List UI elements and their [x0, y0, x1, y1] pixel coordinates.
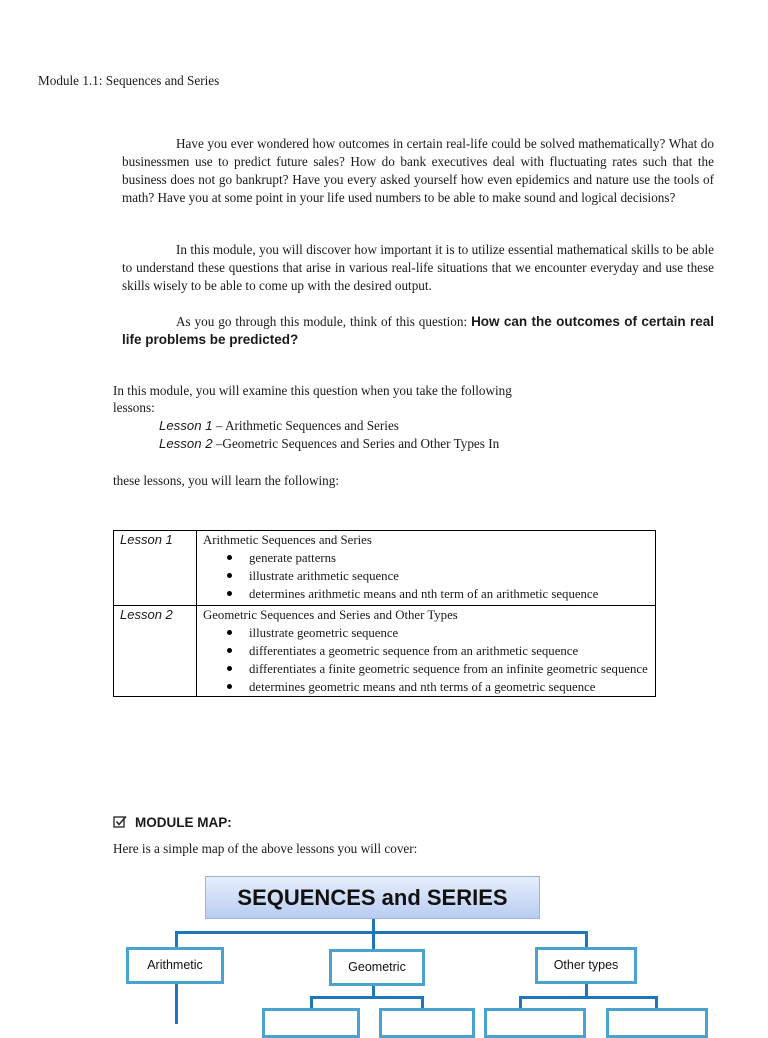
list-item: determines geometric means and nth terms of a geometric sequence	[249, 678, 651, 696]
objective-list	[203, 624, 651, 696]
map-root-node: SEQUENCES and SERIES	[205, 876, 540, 919]
lessons-intro-line3: these lessons, you will learn the following:	[113, 473, 339, 488]
lessons-intro-line1: In this module, you will examine this question when you take the following	[113, 383, 512, 398]
map-subnode	[379, 1008, 475, 1038]
map-subnode	[484, 1008, 586, 1038]
connector-line	[175, 931, 587, 934]
list-item: determines arithmetic means and nth term of an arithmetic sequence	[249, 585, 651, 603]
row-heading: Arithmetic Sequences and Series	[203, 533, 372, 547]
lessons-intro-line2: lessons:	[113, 400, 155, 415]
objective-list	[203, 549, 651, 603]
table-cell-label: Lesson 1	[114, 531, 197, 606]
map-node-arithmetic: Arithmetic	[126, 947, 224, 984]
list-item: differentiates a finite geometric sequence from an infinite geometric sequence	[249, 660, 651, 678]
connector-line	[175, 984, 178, 1024]
intro-paragraph-3	[122, 313, 714, 349]
lessons-table	[113, 530, 656, 697]
module-map-heading: MODULE MAP:	[135, 815, 232, 830]
lesson-1-label: Lesson 1	[159, 418, 213, 433]
map-node-other-types: Other types	[535, 947, 637, 984]
connector-line	[372, 931, 375, 949]
list-item: generate patterns	[249, 549, 651, 567]
intro-paragraph-1: Have you ever wondered how outcomes in certain real-life could be solved mathematically? What do businessmen use to predict future sales? How do bank executives deal with fluctuating rates such that the business does not go bankrupt? Have you every asked yourself how even epidemics and nature use the tools of math? Have you at some point in your life used numbers to be able to make sound and logical decisions?	[122, 136, 714, 205]
guiding-question-lead: As you go through this module, think of this question:	[176, 314, 472, 329]
module-title: Module 1.1: Sequences and Series	[38, 73, 220, 88]
connector-line	[519, 996, 658, 999]
connector-line	[310, 996, 424, 999]
table-cell-content	[197, 606, 656, 697]
map-subnode	[262, 1008, 360, 1038]
row-heading: Geometric Sequences and Series and Other Types	[203, 608, 458, 622]
guiding-question: How can the outcomes of certain real life problems be predicted?	[122, 314, 714, 347]
table-cell-content	[197, 531, 656, 606]
checkbox-check-icon	[113, 815, 127, 829]
module-map-caption: Here is a simple map of the above lessons you will cover:	[113, 841, 418, 856]
lesson-2-title: –Geometric Sequences and Series and Other Types In	[212, 436, 500, 451]
list-item: differentiates a geometric sequence from an arithmetic sequence	[249, 642, 651, 660]
lesson-1-entry	[159, 417, 399, 435]
list-item: illustrate arithmetic sequence	[249, 567, 651, 585]
lesson-2-label: Lesson 2	[159, 436, 213, 451]
table-row	[114, 606, 656, 697]
map-node-geometric: Geometric	[329, 949, 425, 986]
map-subnode	[606, 1008, 708, 1038]
table-cell-label: Lesson 2	[114, 606, 197, 697]
lesson-2-entry	[159, 435, 499, 453]
intro-paragraph-2: In this module, you will discover how important it is to utilize essential mathematical skills to be able to understand these questions that arise in various real-life situations that we encounter everyday and use these skills wisely to be able to come up with the desired output.	[122, 242, 714, 293]
lesson-1-title: – Arithmetic Sequences and Series	[212, 418, 399, 433]
list-item: illustrate geometric sequence	[249, 624, 651, 642]
table-row	[114, 531, 656, 606]
